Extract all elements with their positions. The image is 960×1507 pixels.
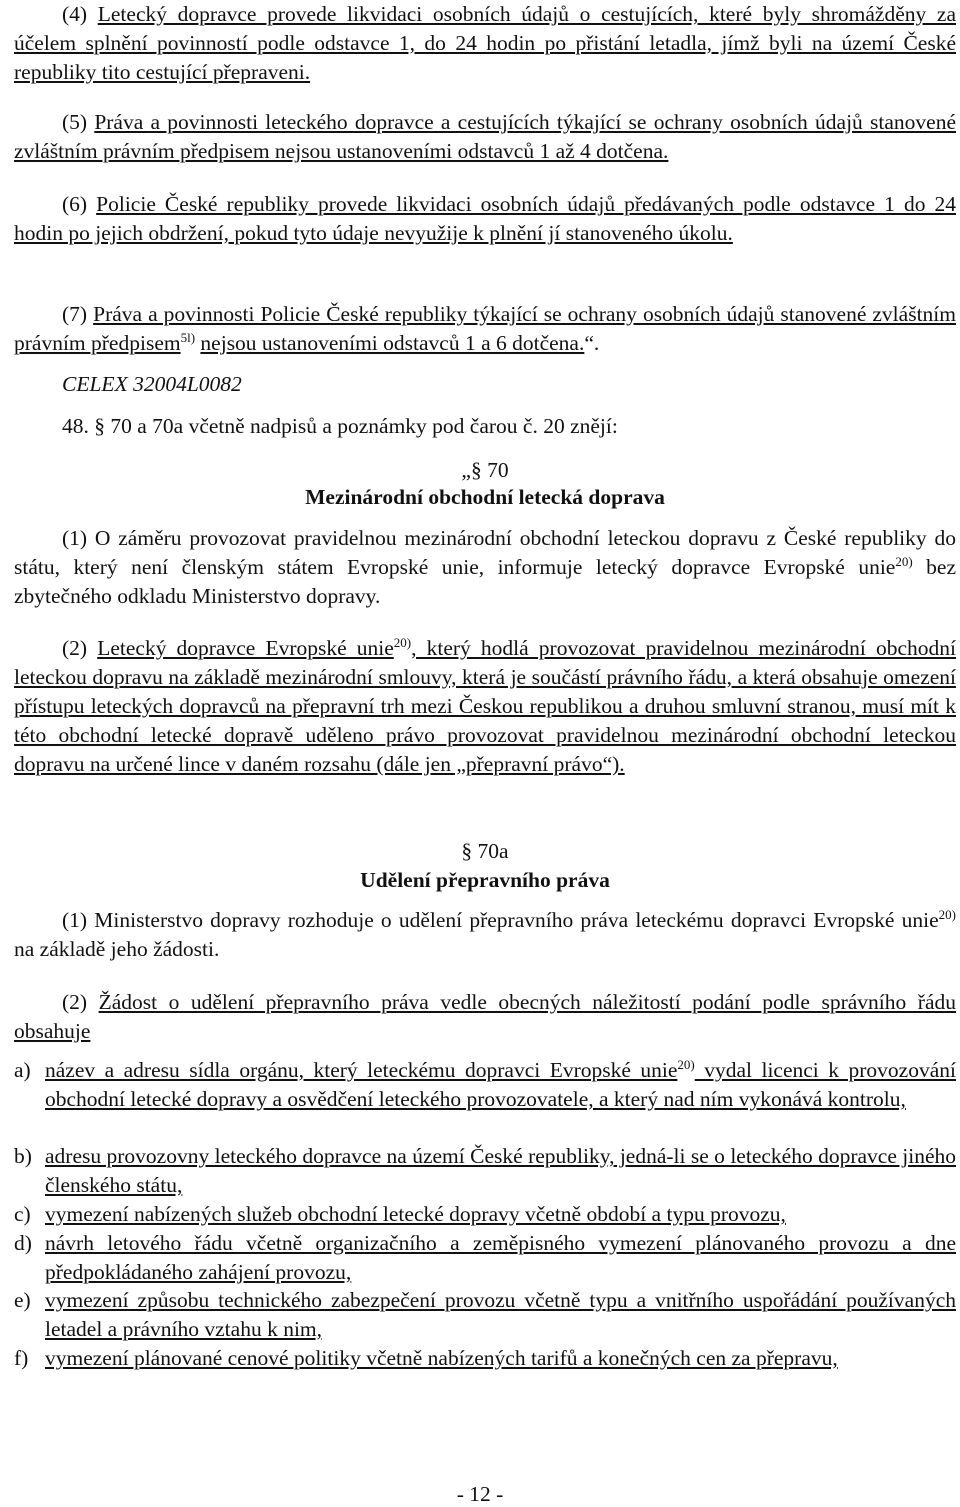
paragraph-text: Policie České republiky provede likvidaci osobních údajů předávaných podle odstavce 1 do 24 hodin po jejich obdržení, pokud tyto údaje nevyužije k plnění jí stanoveného úkolu.: [14, 192, 957, 245]
paragraph-text-continued: , který hodlá provozovat pravidelnou mezinárodní obchodní leteckou dopravu na základě mezinárodní smlouvy, která je součástí právního řádu, a která obsahuje omezení přístupu leteckých dopravců na přepravní trh mezi Českou republikou a druhou smluvní stranou, musí mít k této obchodní letecké dopravě uděleno právo provozovat pravidelnou mezinárodní obchodní leteckou dopravu na určené lince v daném rozsahu (dále jen „přepravní právo“).: [14, 636, 957, 776]
list-item: [14, 1200, 956, 1229]
paragraph-text: Letecký dopravce Evropské unie: [97, 636, 394, 660]
paragraph-text: (1) O záměru provozovat pravidelnou mezinárodní obchodní leteckou dopravu z České republiky do státu, který není členským státem Evropské unie, informuje letecký dopravce Evropské unie: [14, 526, 956, 579]
paragraph-label: (2): [62, 990, 88, 1014]
list-item-text-part: vymezení nabízených služeb obchodní letecké dopravy včetně období a typu provozu,: [45, 1202, 786, 1226]
paragraph-text: Práva a povinnosti leteckého dopravce a cestujících týkající se ochrany osobních údajů stanovené zvláštním právním předpisem nejsou ustanoveními odstavců 1 až 4 dotčena.: [14, 110, 956, 163]
paragraph-4: [14, 0, 956, 87]
celex-reference: CELEX 32004L0082: [62, 372, 242, 396]
paragraph-label: (2): [62, 636, 88, 660]
paragraph-text-continued: nejsou ustanoveními odstavců 1 a 6 dotčena.: [200, 331, 585, 355]
paragraph-label: (6): [62, 192, 88, 216]
list-item-text: [45, 1286, 956, 1344]
list-item: [14, 1344, 956, 1373]
paragraph-7: [14, 300, 956, 358]
section-70a-number: § 70a: [461, 839, 509, 863]
list-item-text-part: vymezení způsobu technického zabezpečení provozu včetně typu a vnitřního uspořádání používaných letadel a právního vztahu k nim,: [45, 1288, 956, 1341]
list-item-text: [45, 1200, 956, 1229]
list-item-letter: d): [14, 1231, 32, 1255]
list-item-letter: c): [14, 1202, 31, 1226]
list-item-letter: e): [14, 1288, 31, 1312]
list-item: [14, 1142, 956, 1200]
paragraph-5: [14, 108, 956, 166]
footnote-ref: 5l): [180, 329, 196, 345]
list-item-letter: a): [14, 1058, 31, 1082]
paragraph-text: Žádost o udělení přepravního práva vedle obecných náležitostí podání podle správního řádu obsahuje: [14, 990, 956, 1043]
list-item-text-part: návrh letového řádu včetně organizačního a zeměpisného vymezení plánovaného provozu a dne předpokládaného zahájení provozu,: [45, 1231, 956, 1284]
section-70-paragraph-1: [14, 524, 956, 611]
section-70a-paragraph-2: [14, 988, 956, 1046]
list-item-text-part: vydal licenci k provozování obchodní letecké dopravy a osvědčení leteckého provozovatele, a který nad ním vykonává kontrolu,: [45, 1058, 956, 1111]
list-item-letter: f): [14, 1346, 29, 1370]
paragraph-text: (1) Ministerstvo dopravy rozhoduje o udělení přepravního práva leteckému dopravci Evropské unie: [62, 908, 939, 932]
footnote-ref: 20): [938, 906, 956, 922]
list-item-letter: b): [14, 1144, 32, 1168]
amendment-point-48: 48. § 70 a 70a včetně nadpisů a poznámky pod čarou č. 20 znějí:: [62, 414, 618, 438]
list-item-text: [45, 1142, 956, 1200]
footnote-ref: 20): [393, 634, 412, 650]
list-item: [14, 1056, 956, 1114]
section-70-paragraph-2: [14, 634, 956, 779]
list-item-text: [45, 1056, 956, 1114]
footnote-ref: 20): [895, 553, 913, 569]
list-item: [14, 1229, 956, 1287]
paragraph-text: Práva a povinnosti Policie České republiky týkající se ochrany osobních údajů stanovené zvláštním právním předpisem: [14, 302, 956, 355]
section-70-number: „§ 70: [461, 458, 509, 482]
section-70a-title: Udělení přepravního práva: [360, 868, 610, 892]
paragraph-text: Letecký dopravce provede likvidaci osobních údajů o cestujících, které byly shromážděny za účelem splnění povinností podle odstavce 1, do 24 hodin po přistání letadla, jímž byli na území České republiky tito cestující přepraveni.: [14, 2, 956, 84]
footnote-ref: 20): [677, 1056, 695, 1072]
list-item: [14, 1286, 956, 1344]
paragraph-text-continued: bez zbytečného odkladu Ministerstvo dopravy.: [14, 555, 956, 608]
paragraph-label: (5): [62, 110, 88, 134]
paragraph-text-continued: na základě jeho žádosti.: [14, 937, 220, 961]
list-item-text: [45, 1344, 956, 1373]
paragraph-6: [14, 190, 956, 248]
section-70a-paragraph-1: [14, 906, 956, 964]
paragraph-tail: “.: [584, 331, 600, 355]
list-item-text: [45, 1229, 956, 1287]
paragraph-label: (4): [62, 2, 88, 26]
list-item-text-part: adresu provozovny leteckého dopravce na území České republiky, jedná-li se o leteckého dopravce jiného členského státu,: [45, 1144, 956, 1197]
paragraph-label: (7): [62, 302, 88, 326]
list-item-text-part: název a adresu sídla orgánu, který leteckému dopravci Evropské unie: [45, 1058, 678, 1082]
page-number: - 12 -: [456, 1482, 504, 1506]
section-70-title: Mezinárodní obchodní letecká doprava: [305, 485, 665, 509]
list-item-text-part: vymezení plánované cenové politiky včetně nabízených tarifů a konečných cen za přepravu,: [45, 1346, 838, 1370]
